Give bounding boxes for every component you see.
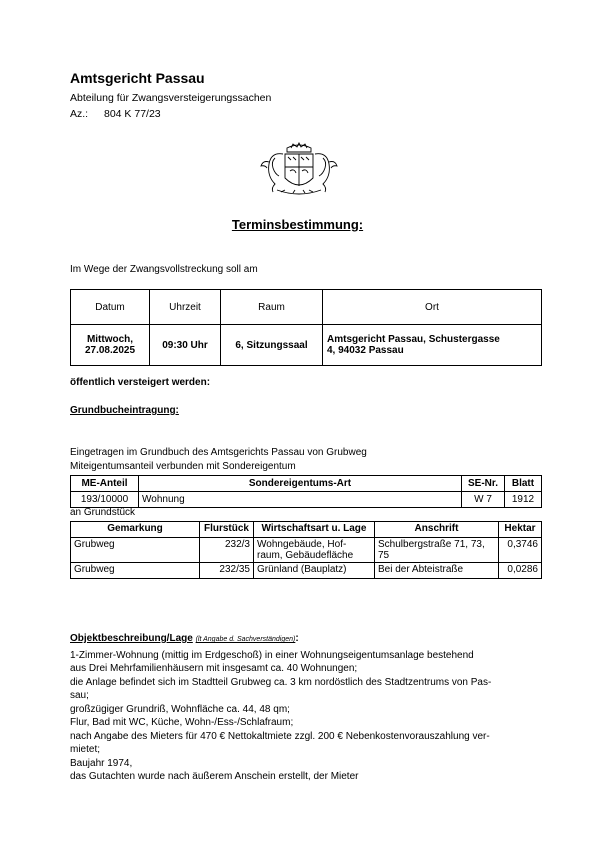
cell-me-anteil: 193/10000 xyxy=(71,492,139,508)
department: Abteilung für Zwangsversteigerungssachen xyxy=(70,92,272,104)
table-header-row xyxy=(71,476,542,492)
bavarian-coat-of-arms-icon xyxy=(257,140,341,198)
objekt-heading-note: (lt Angabe d. Sachverständigen) xyxy=(195,636,296,643)
termin-table xyxy=(70,289,542,366)
grundstueck-table xyxy=(70,521,542,579)
cell-gemarkung: Grubweg xyxy=(71,538,200,563)
objekt-heading-text: Objektbeschreibung/Lage xyxy=(70,633,193,644)
document-title: Terminsbestimmung: xyxy=(231,217,364,232)
objekt-line: aus Drei Mehrfamilienhäusern mit insgesamt ca. 40 Wohnungen; xyxy=(70,663,358,674)
eingetragen-text: Eingetragen im Grundbuch des Amtsgerichts Passau von Grubweg xyxy=(70,447,367,458)
cell-blatt: 1912 xyxy=(505,492,542,508)
datum-weekday: Mittwoch, xyxy=(86,334,134,345)
objekt-heading xyxy=(70,632,542,647)
ort-line-1: Amtsgericht Passau, Schustergasse xyxy=(327,334,500,345)
header-raum: Raum xyxy=(221,290,323,325)
cell-raum: 6, Sitzungssaal xyxy=(221,325,323,366)
table-row xyxy=(71,563,542,579)
grundbuch-heading: Grundbucheintragung: xyxy=(70,405,179,416)
case-number-label: Az.: xyxy=(70,108,89,120)
cell-uhrzeit: 09:30 Uhr xyxy=(150,325,221,366)
objekt-line: nach Angabe des Mieters für 470 € Nettokaltmiete zzgl. 200 € Nebenkostenvorauszahlung ver- xyxy=(70,730,490,742)
cell-ort xyxy=(323,325,542,366)
objekt-line: Flur, Bad mit WC, Küche, Wohn-/Ess-/Schlafraum; xyxy=(70,717,294,728)
header-ort: Ort xyxy=(323,290,542,325)
intro-text: Im Wege der Zwangsvollstreckung soll am xyxy=(70,264,258,275)
header-me-anteil: ME-Anteil xyxy=(71,476,139,492)
miteigentum-text: Miteigentumsanteil verbunden mit Sondereigentum xyxy=(70,461,296,472)
objekt-heading-colon: : xyxy=(295,633,299,644)
header-hektar: Hektar xyxy=(499,522,542,538)
table-header-row xyxy=(71,522,542,538)
ort-line-2: 4, 94032 Passau xyxy=(327,345,404,356)
cell-wirtschaftsart: Grünland (Bauplatz) xyxy=(254,563,375,579)
objekt-line: das Gutachten wurde nach äußerem Anschein erstellt, der Mieter xyxy=(70,771,359,782)
datum-date: 27.08.2025 xyxy=(84,345,136,356)
objekt-line: mietet; xyxy=(70,744,101,755)
cell-gemarkung: Grubweg xyxy=(71,563,200,579)
cell-sondereigentums-art: Wohnung xyxy=(139,492,462,508)
header-flurstueck: Flurstück xyxy=(200,522,254,538)
table-row xyxy=(71,538,542,563)
header-sondereigentums-art: Sondereigentums-Art xyxy=(139,476,462,492)
cell-wirtschaftsart xyxy=(254,538,375,563)
wirtschaft-line-1: Wohngebäude, Hof- xyxy=(257,539,347,550)
versteigert-text: öffentlich versteigert werden: xyxy=(70,377,211,388)
header-uhrzeit: Uhrzeit xyxy=(150,290,221,325)
case-number-value: 804 K 77/23 xyxy=(104,108,161,120)
objekt-line: Baujahr 1974, xyxy=(70,757,133,769)
objekt-line: großzügiger Grundriß, Wohnfläche ca. 44, 48 qm; xyxy=(70,703,290,715)
objektbeschreibung xyxy=(70,632,542,784)
cell-hektar: 0,0286 xyxy=(499,563,542,579)
sondereigentum-table xyxy=(70,475,542,508)
objekt-line: 1-Zimmer-Wohnung (mittig im Erdgeschoß) in einer Wohnungseigentumsanlage bestehend xyxy=(70,649,474,661)
table-row xyxy=(71,492,542,508)
header-blatt: Blatt xyxy=(505,476,542,492)
table-header-row xyxy=(71,290,542,325)
cell-datum xyxy=(71,325,150,366)
table-row xyxy=(71,325,542,366)
cell-anschrift: Bei der Abteistraße xyxy=(375,563,499,579)
header-anschrift: Anschrift xyxy=(375,522,499,538)
cell-se-nr: W 7 xyxy=(462,492,505,508)
header-se-nr: SE-Nr. xyxy=(462,476,505,492)
cell-hektar: 0,3746 xyxy=(499,538,542,563)
case-number xyxy=(70,108,161,120)
header-datum: Datum xyxy=(71,290,150,325)
an-grundstueck-text: an Grundstück xyxy=(70,507,136,518)
objekt-line: sau; xyxy=(70,690,89,701)
objekt-line: die Anlage befindet sich im Stadtteil Grubweg ca. 3 km nordöstlich des Stadtzentrums von Pas- xyxy=(70,676,492,688)
cell-flurstueck: 232/35 xyxy=(200,563,254,579)
anschrift-line-1: Schulbergstraße 71, 73, xyxy=(378,539,485,550)
cell-anschrift xyxy=(375,538,499,563)
header-wirtschaftsart: Wirtschaftsart u. Lage xyxy=(254,522,375,538)
header-gemarkung: Gemarkung xyxy=(71,522,200,538)
wirtschaft-line-2: raum, Gebäudefläche xyxy=(257,550,354,561)
anschrift-line-2: 75 xyxy=(378,550,390,561)
court-name: Amtsgericht Passau xyxy=(70,70,205,86)
cell-flurstueck: 232/3 xyxy=(200,538,254,563)
